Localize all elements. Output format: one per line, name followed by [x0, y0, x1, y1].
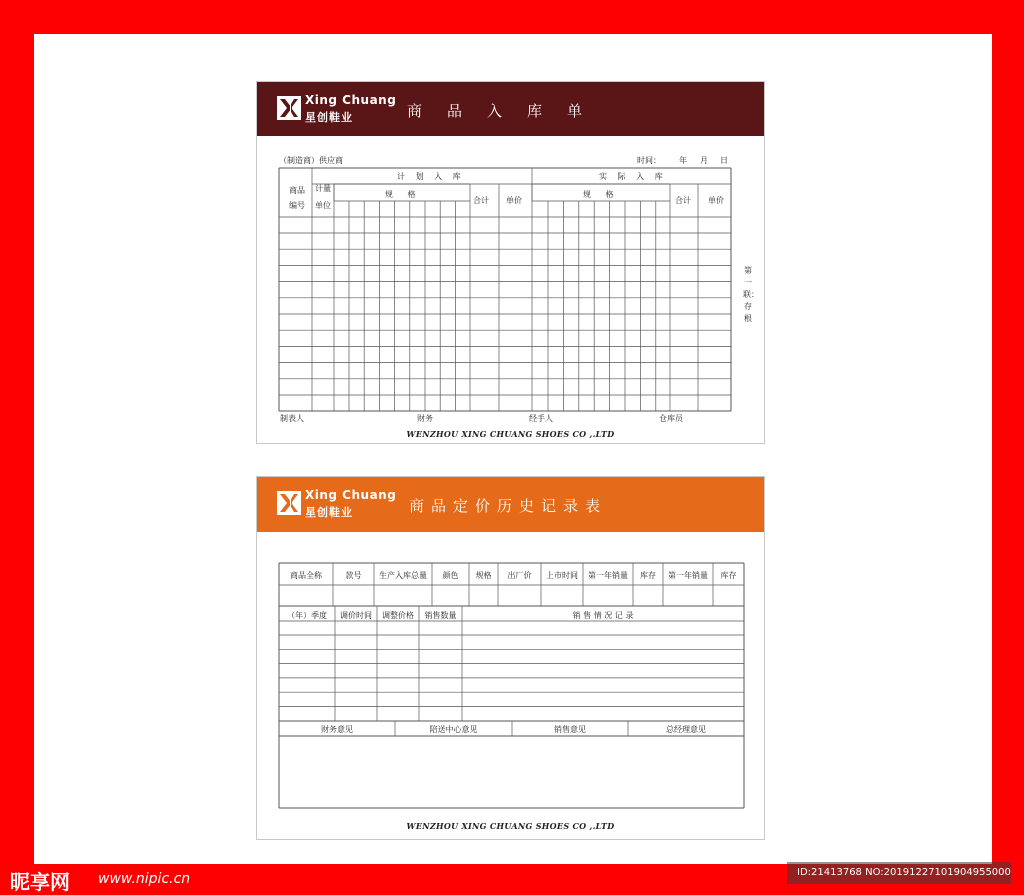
form-title: 商品定价历史记录表: [409, 497, 608, 515]
company-name: WENZHOU XING CHUANG SHOES CO ,.LTD: [406, 429, 615, 439]
inbound-form-sheet: [256, 81, 765, 444]
company-name: WENZHOU XING CHUANG SHOES CO ,.LTD: [406, 821, 615, 831]
site-watermark: [0, 862, 230, 894]
mid-header-cell: 销售数量: [424, 611, 457, 620]
opinion-header-cell: 总经理意见: [666, 725, 706, 734]
brand-name-cn: 星创鞋业: [305, 111, 353, 124]
pricing-table-grid: [257, 477, 766, 841]
top-header-cell: 库存: [640, 571, 656, 580]
year-label: 年: [679, 156, 687, 165]
image-id-bar: [787, 862, 1011, 884]
opinion-header-cell: 陪送中心意见: [429, 725, 478, 734]
top-header-cell: 第一年销量: [668, 571, 708, 580]
copy-stub-label: 第一联：存 根: [743, 266, 759, 323]
col-code-label: 商品: [289, 186, 305, 195]
actual-inbound-label: 实 际 入 库: [599, 172, 667, 181]
brand-name-en: Xing Chuang: [305, 488, 397, 502]
top-header-cell: 第一年销量: [588, 571, 628, 580]
actual-total-label: 合计: [675, 196, 691, 205]
col-unit-label-2: 单位: [315, 201, 331, 210]
plan-spec-label: 规 格: [385, 190, 422, 199]
mid-header-cell: 调整价格: [382, 611, 414, 620]
mid-header-cell: （年）季度: [287, 611, 327, 620]
inbound-table-grid: [257, 82, 766, 445]
brand-name-cn: 星创鞋业: [305, 506, 353, 519]
top-header-cell: 颜色: [442, 571, 459, 580]
pricing-history-sheet: [256, 476, 765, 840]
mid-header-cell: 销 售 情 况 记 录: [572, 611, 634, 620]
plan-price-label: 单价: [506, 196, 522, 205]
month-label: 月: [700, 156, 708, 165]
footer-finance: 财务: [417, 414, 433, 423]
opinion-header-cell: 销售意见: [554, 725, 586, 734]
watermark-logo: 昵享网: [10, 870, 70, 894]
brand-name-en: Xing Chuang: [305, 93, 397, 107]
watermark-url: www.nipic.cn: [98, 871, 191, 887]
opinion-header-cell: 财务意见: [321, 725, 353, 734]
time-label: 时间：: [637, 156, 661, 165]
day-label: 日: [720, 156, 728, 165]
top-header-cell: 规格: [475, 571, 492, 580]
top-header-cell: 库存: [720, 571, 737, 580]
top-header-cell: 上市时间: [546, 571, 578, 580]
mid-header-cell: 调价时间: [340, 611, 372, 620]
top-header-cell: 出厂价: [507, 571, 532, 580]
top-header-cell: 生产入库总量: [379, 571, 427, 580]
image-id-text: ID:21413768 NO:20191227101904955000: [797, 867, 1011, 878]
footer-handler: 经手人: [529, 414, 553, 423]
footer-preparer: 制表人: [280, 414, 304, 423]
supplier-label: （制造商）供应商: [279, 156, 343, 165]
plan-inbound-label: 计 划 入 库: [397, 172, 465, 181]
top-header-cell: 商品全称: [290, 571, 322, 580]
col-code-label-2: 编号: [289, 201, 305, 210]
form-title: 商品入库单: [407, 102, 608, 120]
col-unit-label: 计量: [315, 184, 331, 193]
actual-price-label: 单价: [708, 196, 724, 205]
top-header-cell: 款号: [345, 571, 362, 580]
plan-total-label: 合计: [473, 196, 489, 205]
footer-warehouse: 仓库员: [659, 414, 683, 423]
actual-spec-label: 规 格: [583, 190, 620, 199]
